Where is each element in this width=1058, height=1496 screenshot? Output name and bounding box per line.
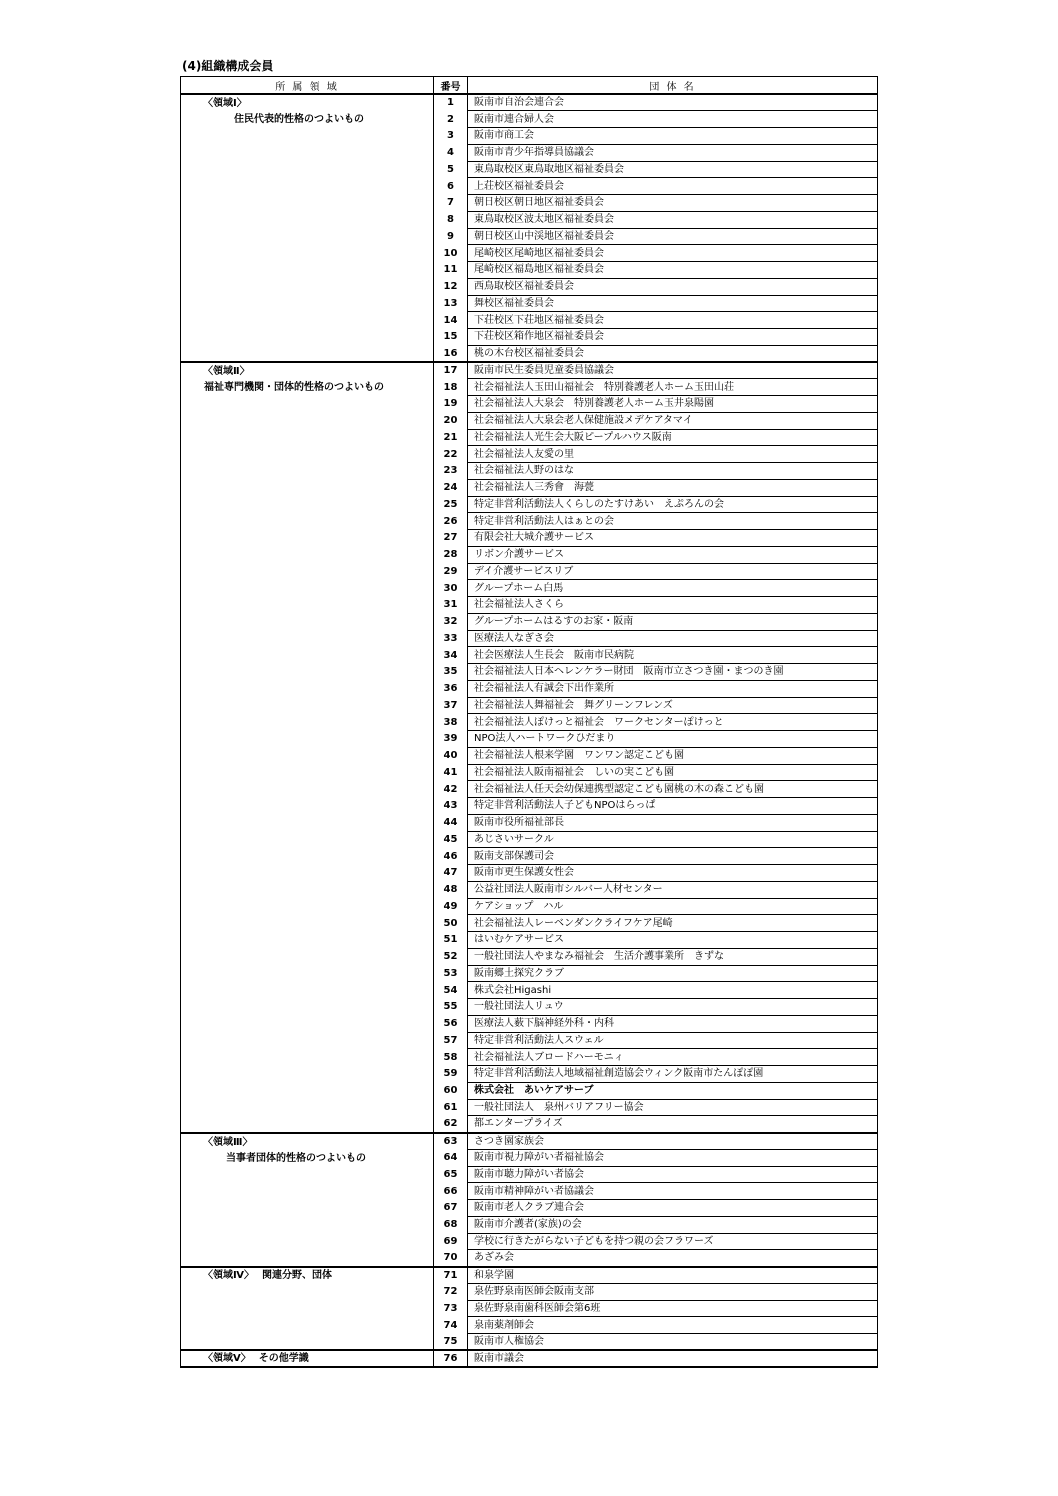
member-number: 56 (434, 1015, 468, 1032)
domain-label: 〈領域Ⅰ〉 (203, 98, 247, 109)
member-name: 医療法人薮下脳神経外科・内科 (468, 1015, 878, 1032)
member-name: 一般社団法人やまなみ福祉会 生活介護事業所 きずな (468, 948, 878, 965)
member-name: 舞校区福祉委員会 (468, 295, 878, 312)
member-number: 49 (434, 898, 468, 915)
member-name: 西鳥取校区福祉委員会 (468, 278, 878, 295)
member-number: 25 (434, 496, 468, 513)
member-number: 64 (434, 1149, 468, 1166)
member-number: 3 (434, 128, 468, 145)
member-name: 社会福祉法人三秀會 海甍 (468, 479, 878, 496)
member-name: 和泉学園 (468, 1267, 878, 1284)
domain-description: 福祉専門機関・団体的性格のつよいもの (204, 382, 384, 393)
member-name: 桃の木台校区福祉委員会 (468, 345, 878, 362)
domain-cell (181, 1350, 434, 1367)
member-name: 社会福祉法人大泉会老人保健施設メデケアタマイ (468, 412, 878, 429)
member-number: 4 (434, 144, 468, 161)
member-name: 都エンタープライズ (468, 1116, 878, 1133)
member-number: 20 (434, 412, 468, 429)
member-number: 70 (434, 1250, 468, 1267)
member-name: 阪南市役所福祉部長 (468, 814, 878, 831)
member-number: 40 (434, 747, 468, 764)
member-name: 社会福祉法人大泉会 特別養護老人ホーム玉井泉陽園 (468, 396, 878, 413)
member-name: 有限会社大城介護サービス (468, 530, 878, 547)
member-name: デイ介護サービスリブ (468, 563, 878, 580)
member-number: 17 (434, 362, 468, 379)
member-name: 上荘校区福祉委員会 (468, 178, 878, 195)
member-name: 株式会社 あいケアサーブ (468, 1082, 878, 1099)
member-number: 15 (434, 329, 468, 346)
domain-heading (181, 1353, 309, 1364)
member-name: 社会福祉法人野のはな (468, 463, 878, 480)
member-number: 73 (434, 1300, 468, 1317)
member-number: 53 (434, 965, 468, 982)
member-name: 下荘校区下荘地区福祉委員会 (468, 312, 878, 329)
member-name: 阪南市商工会 (468, 128, 878, 145)
member-number: 66 (434, 1183, 468, 1200)
member-number: 23 (434, 463, 468, 480)
member-name: 社会福祉法人有誠会下出作業所 (468, 680, 878, 697)
domain-heading (181, 1270, 332, 1281)
member-number: 61 (434, 1099, 468, 1116)
member-name: 阪南市精神障がい者協議会 (468, 1183, 878, 1200)
member-name: はいむケアサービス (468, 932, 878, 949)
domain-label: 〈領域Ⅲ〉 (203, 1136, 253, 1148)
member-number: 42 (434, 781, 468, 798)
member-name: 東鳥取校区東鳥取地区福祉委員会 (468, 161, 878, 178)
member-number: 59 (434, 1066, 468, 1083)
domain-description: その他学識 (258, 1353, 309, 1365)
member-number: 38 (434, 714, 468, 731)
member-number: 30 (434, 580, 468, 597)
member-number: 55 (434, 999, 468, 1016)
member-number: 22 (434, 446, 468, 463)
member-name: 学校に行きたがらない子どもを持つ親の会フラワーズ (468, 1233, 878, 1250)
member-number: 2 (434, 111, 468, 128)
member-name: 阪南市議会 (468, 1350, 878, 1367)
member-number: 33 (434, 630, 468, 647)
member-name: 特定非営利活動法人くらしのたすけあい えぷろんの会 (468, 496, 878, 513)
member-name: 尾崎校区福島地区福祉委員会 (468, 262, 878, 279)
member-name: 東鳥取校区波太地区福祉委員会 (468, 211, 878, 228)
header-domain: 所 属 領 域 (181, 77, 434, 95)
member-number: 71 (434, 1267, 468, 1284)
member-number: 44 (434, 814, 468, 831)
member-name: 特定非営利活動法人はぁとの会 (468, 513, 878, 530)
member-name: 阪南市聴力障がい者協会 (468, 1166, 878, 1183)
member-number: 34 (434, 647, 468, 664)
member-number: 16 (434, 345, 468, 362)
member-name: 泉南薬剤師会 (468, 1317, 878, 1334)
member-number: 36 (434, 680, 468, 697)
domain-description: 住民代表的性格のつよいもの (234, 114, 364, 125)
member-name: 社会福祉法人舞福祉会 舞グリーンフレンズ (468, 697, 878, 714)
member-name: 社会福祉法人友愛の里 (468, 446, 878, 463)
member-name: 泉佐野泉南医師会阪南支部 (468, 1283, 878, 1300)
member-number: 13 (434, 295, 468, 312)
page-title: (4)組織構成会員 (182, 59, 274, 73)
member-number: 31 (434, 597, 468, 614)
member-number: 43 (434, 798, 468, 815)
member-name: 医療法人なぎさ会 (468, 630, 878, 647)
member-name: 尾崎校区尾崎地区福祉委員会 (468, 245, 878, 262)
domain-cell (181, 362, 434, 1133)
member-number: 46 (434, 848, 468, 865)
member-name: 阪南市介護者(家族)の会 (468, 1216, 878, 1233)
member-number: 58 (434, 1049, 468, 1066)
member-name: 阪南市視力障がい者福祉協会 (468, 1149, 878, 1166)
member-number: 18 (434, 379, 468, 396)
member-name: 阪南市自治会連合会 (468, 94, 878, 111)
member-name: 阪南市連合婦人会 (468, 111, 878, 128)
member-name: あじさいサークル (468, 831, 878, 848)
member-number: 65 (434, 1166, 468, 1183)
member-number: 14 (434, 312, 468, 329)
member-name: グループホームはるすのお家・阪南 (468, 613, 878, 630)
member-name: 阪南市更生保護女性会 (468, 865, 878, 882)
member-name: 株式会社Higashi (468, 982, 878, 999)
member-number: 12 (434, 278, 468, 295)
member-number: 39 (434, 731, 468, 748)
member-number: 10 (434, 245, 468, 262)
member-number: 26 (434, 513, 468, 530)
member-number: 6 (434, 178, 468, 195)
member-number: 29 (434, 563, 468, 580)
member-name: 阪南支部保護司会 (468, 848, 878, 865)
domain-description: 当事者団体的性格のつよいもの (226, 1152, 366, 1164)
table-row (181, 1133, 878, 1150)
member-name: 社会福祉法人日本ヘレンケラー財団 阪南市立さつき園・まつのき園 (468, 664, 878, 681)
member-name: 朝日校区山中渓地区福祉委員会 (468, 228, 878, 245)
member-table (180, 76, 878, 1368)
header-number: 番号 (434, 77, 468, 95)
member-number: 76 (434, 1350, 468, 1367)
member-name: 下荘校区箱作地区福祉委員会 (468, 329, 878, 346)
member-name: 阪南市青少年指導員協議会 (468, 144, 878, 161)
member-number: 74 (434, 1317, 468, 1334)
domain-label: 〈領域Ⅱ〉 (203, 366, 250, 377)
member-number: 24 (434, 479, 468, 496)
domain-cell (181, 94, 434, 362)
member-name: 泉佐野泉南歯科医師会第6班 (468, 1300, 878, 1317)
member-name: さつき園家族会 (468, 1133, 878, 1150)
member-number: 47 (434, 865, 468, 882)
member-number: 45 (434, 831, 468, 848)
member-number: 1 (434, 94, 468, 111)
member-name: リボン介護サービス (468, 546, 878, 563)
member-name: 公益社団法人阪南市シルバー人材センター (468, 881, 878, 898)
member-name: 社会福祉法人さくら (468, 597, 878, 614)
member-name: 社会医療法人生長会 阪南市民病院 (468, 647, 878, 664)
member-number: 75 (434, 1334, 468, 1351)
member-name: 社会福祉法人ブロードハーモニィ (468, 1049, 878, 1066)
member-name: 社会福祉法人阪南福祉会 しいの実こども園 (468, 764, 878, 781)
member-number: 54 (434, 982, 468, 999)
member-number: 67 (434, 1200, 468, 1217)
member-number: 48 (434, 881, 468, 898)
member-number: 62 (434, 1116, 468, 1133)
domain-label: 〈領域Ⅳ〉 (203, 1269, 254, 1281)
member-number: 32 (434, 613, 468, 630)
member-name: 社会福祉法人光生会大阪ピープルハウス阪南 (468, 429, 878, 446)
member-number: 50 (434, 915, 468, 932)
member-number: 19 (434, 396, 468, 413)
member-number: 41 (434, 764, 468, 781)
member-name: ケアショップ ハル (468, 898, 878, 915)
member-name: 特定非営利活動法人スウェル (468, 1032, 878, 1049)
member-number: 9 (434, 228, 468, 245)
table-row (181, 362, 878, 379)
member-number: 28 (434, 546, 468, 563)
member-number: 27 (434, 530, 468, 547)
domain-cell (181, 1267, 434, 1351)
member-number: 5 (434, 161, 468, 178)
member-name: 阪南郷土探究クラブ (468, 965, 878, 982)
member-number: 37 (434, 697, 468, 714)
member-name: 社会福祉法人レーベンダンクライフケア尾崎 (468, 915, 878, 932)
member-number: 60 (434, 1082, 468, 1099)
member-name: あざみ会 (468, 1250, 878, 1267)
header-row (181, 77, 878, 95)
member-name: 社会福祉法人玉田山福祉会 特別養護老人ホーム玉田山荘 (468, 379, 878, 396)
member-number: 57 (434, 1032, 468, 1049)
member-name: 阪南市老人クラブ連合会 (468, 1200, 878, 1217)
domain-cell (181, 1133, 434, 1267)
member-number: 63 (434, 1133, 468, 1150)
member-name: 社会福祉法人根来学園 ワンワン認定こども園 (468, 747, 878, 764)
member-name: 一般社団法人 泉州バリアフリー協会 (468, 1099, 878, 1116)
member-name: 阪南市民生委員児童委員協議会 (468, 362, 878, 379)
table-row (181, 1350, 878, 1367)
member-number: 69 (434, 1233, 468, 1250)
member-name: 社会福祉法人ぽけっと福祉会 ワークセンターぽけっと (468, 714, 878, 731)
member-name: 特定非営利活動法人地域福祉創造協会ウィンク阪南市たんぽぽ園 (468, 1066, 878, 1083)
member-name: 一般社団法人リュウ (468, 999, 878, 1016)
member-name: 朝日校区朝日地区福祉委員会 (468, 195, 878, 212)
domain-label: 〈領域Ⅴ〉 (203, 1353, 251, 1365)
member-name: 阪南市人権協会 (468, 1334, 878, 1351)
member-number: 8 (434, 211, 468, 228)
member-number: 11 (434, 262, 468, 279)
member-number: 72 (434, 1283, 468, 1300)
member-name: グループホーム白馬 (468, 580, 878, 597)
member-number: 52 (434, 948, 468, 965)
member-number: 35 (434, 664, 468, 681)
domain-description: 関連分野、団体 (262, 1269, 332, 1281)
member-name: 特定非営利活動法人子どもNPOはらっぱ (468, 798, 878, 815)
header-name: 団 体 名 (468, 77, 878, 95)
member-number: 51 (434, 932, 468, 949)
member-name: 社会福祉法人任天会幼保連携型認定こども園桃の木の森こども園 (468, 781, 878, 798)
member-name: NPO法人ハートワークひだまり (468, 731, 878, 748)
table-row (181, 1267, 878, 1284)
member-number: 21 (434, 429, 468, 446)
member-number: 7 (434, 195, 468, 212)
member-number: 68 (434, 1216, 468, 1233)
table-row (181, 94, 878, 111)
